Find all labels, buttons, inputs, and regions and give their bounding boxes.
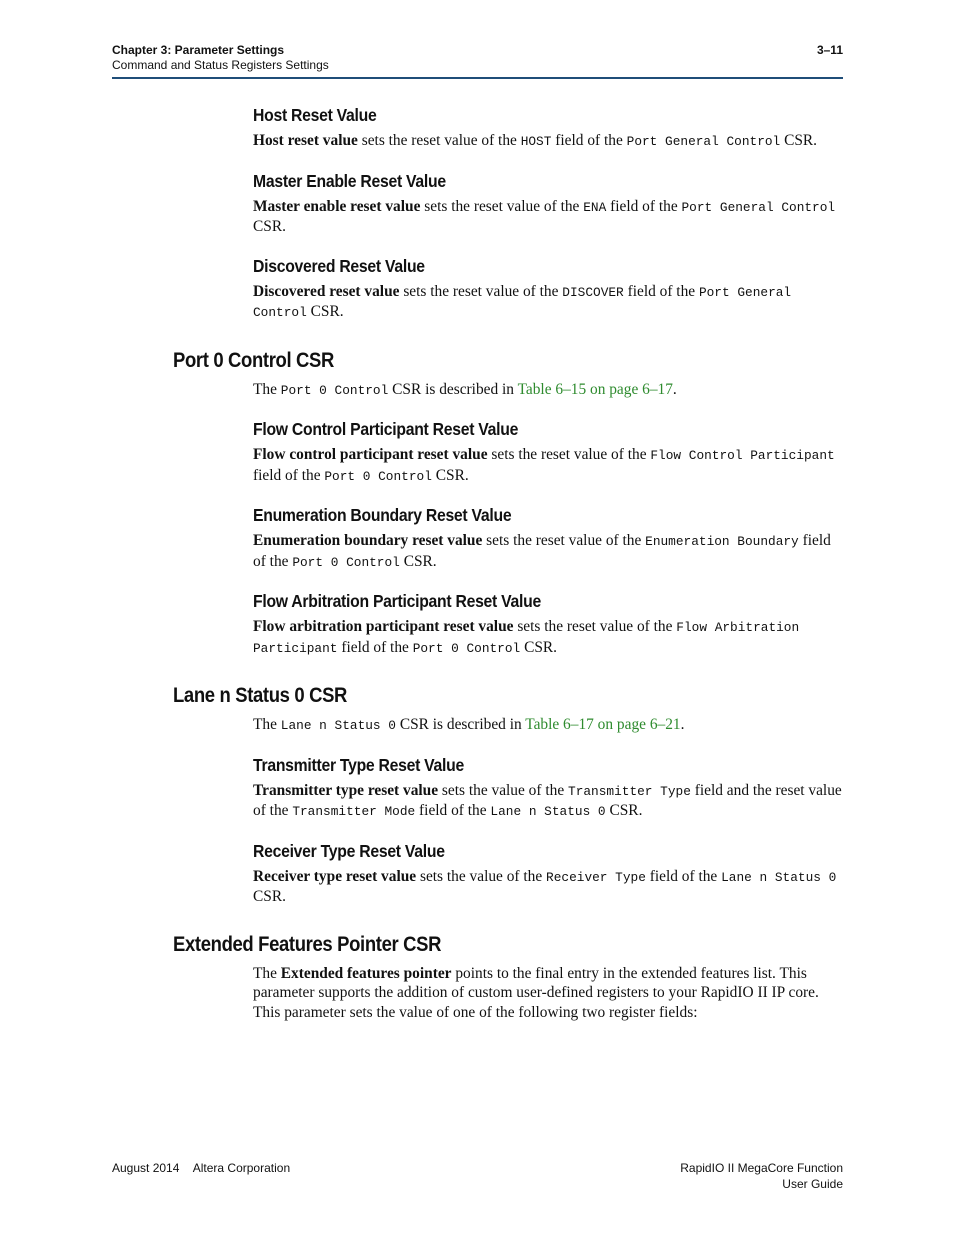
code-field: DISCOVER [562,284,624,300]
code-field: HOST [520,134,552,149]
text: CSR is described in [388,380,518,398]
code-register: Lane n Status 0 [280,718,396,733]
text: . [672,380,677,398]
text: CSR. [253,888,286,905]
text: sets the reset value of the [399,282,563,300]
code-register: Port General Control [253,284,792,320]
text: CSR. [520,638,558,656]
heading-port-0-control-csr: Port 0 Control CSR [173,348,335,372]
paragraph-flow-arbitration-participant [253,617,843,658]
text: CSR. [399,552,437,570]
text: sets the value of the [438,781,569,799]
text: CSR. [253,218,286,235]
paragraph-host-reset-value [253,131,843,152]
text: field of the [623,282,699,300]
text: . [680,716,685,733]
table-6-17-link[interactable]: Table 6–17 on page 6–21 [525,716,681,733]
code-register: Port 0 Control [280,382,389,398]
text: field and the reset value of the [253,781,842,819]
text: field of the [415,802,491,819]
text: field of the [253,532,831,570]
text: CSR is described in [395,716,526,733]
heading-flow-control-participant: Flow Control Participant Reset Value [253,419,519,439]
heading-host-reset-value: Host Reset Value [253,105,377,125]
text: sets the value of the [416,867,547,885]
text: points to the final entry in the extended features list. This parameter supports the addition of custom user-defined registers to your RapidIO II IP core. This parameter sets the value of one of the following two register fields: [253,964,819,1021]
code-field: Transmitter Mode [292,804,416,819]
heading-lane-n-status-0-csr: Lane n Status 0 CSR [173,684,348,707]
heading-transmitter-type: Transmitter Type Reset Value [253,754,464,775]
text: CSR. [306,303,344,320]
text: The [253,380,281,398]
footer-doc-type: User Guide [782,1177,843,1191]
page-content [173,104,853,1022]
text: The [253,716,281,733]
text: CSR. [780,132,818,149]
text: field of the [551,132,627,149]
paragraph-enumeration-boundary [253,531,843,572]
term-bold: Transmitter type reset value [253,781,439,799]
text: field of the [253,466,325,484]
header-page-number: 3–11 [816,43,843,57]
text: sets the reset value of the [482,532,646,549]
code-field: Flow Control Participant [650,448,835,463]
text: field of the [645,867,722,885]
heading-extended-features-pointer-csr: Extended Features Pointer CSR [173,932,442,956]
header-section: Command and Status Registers Settings [112,58,329,72]
code-field: ENA [583,199,607,215]
text: sets the reset value of the [487,446,651,463]
code-register: Port General Control [626,134,781,149]
term-bold: Flow control participant reset value [253,446,488,463]
term-bold: Receiver type reset value [253,867,417,885]
paragraph-receiver-type [253,867,843,907]
header-rule [112,77,843,79]
code-register: Port 0 Control [412,640,521,656]
text: sets the reset value of the [357,132,521,149]
footer-product: RapidIO II MegaCore Function [680,1161,843,1175]
text: CSR. [605,802,643,819]
code-register: Port General Control [681,199,836,215]
heading-discovered-reset-value: Discovered Reset Value [253,255,425,276]
footer-left [112,1160,290,1176]
heading-flow-arbitration-participant: Flow Arbitration Participant Reset Value [253,591,541,611]
heading-enumeration-boundary: Enumeration Boundary Reset Value [253,505,512,525]
text: sets the reset value of the [513,618,677,635]
term-bold: Flow arbitration participant reset value [253,618,514,635]
paragraph-master-enable-reset-value [253,197,843,237]
heading-receiver-type: Receiver Type Reset Value [253,840,445,861]
footer-company: Altera Corporation [192,1161,291,1175]
footer-right [680,1160,843,1192]
heading-master-enable-reset-value: Master Enable Reset Value [253,170,446,191]
code-field: Flow Arbitration Participant [253,620,800,656]
paragraph-extended-features-pointer [253,964,843,1023]
table-6-15-link[interactable]: Table 6–15 on page 6–17 [517,380,673,398]
code-field: Transmitter Type [568,783,691,799]
term-bold: Discovered reset value [253,282,400,300]
code-field: Receiver Type [546,869,646,885]
paragraph-flow-control-participant [253,445,843,486]
code-register: Port 0 Control [324,468,432,484]
text: field of the [606,197,682,215]
text: field of the [337,638,413,656]
paragraph-discovered-reset-value [253,282,843,323]
header-chapter: Chapter 3: Parameter Settings [112,43,285,57]
code-register: Port 0 Control [292,554,400,570]
term-bold: Host reset value [253,132,358,149]
text: The [253,964,281,982]
term-bold: Enumeration boundary reset value [253,532,483,549]
text: CSR. [431,466,469,484]
paragraph-port-0-control-csr [253,380,843,401]
code-field: Enumeration Boundary [645,534,799,549]
paragraph-lane-n-status-0-csr [253,715,843,736]
footer-date: August 2014 [112,1161,180,1175]
term-bold: Master enable reset value [253,197,421,215]
paragraph-transmitter-type [253,781,843,822]
page-header [112,43,843,73]
code-register: Lane n Status 0 [490,804,606,819]
text: sets the reset value of the [420,197,584,215]
term-bold: Extended features pointer [280,964,452,982]
code-register: Lane n Status 0 [721,869,837,885]
